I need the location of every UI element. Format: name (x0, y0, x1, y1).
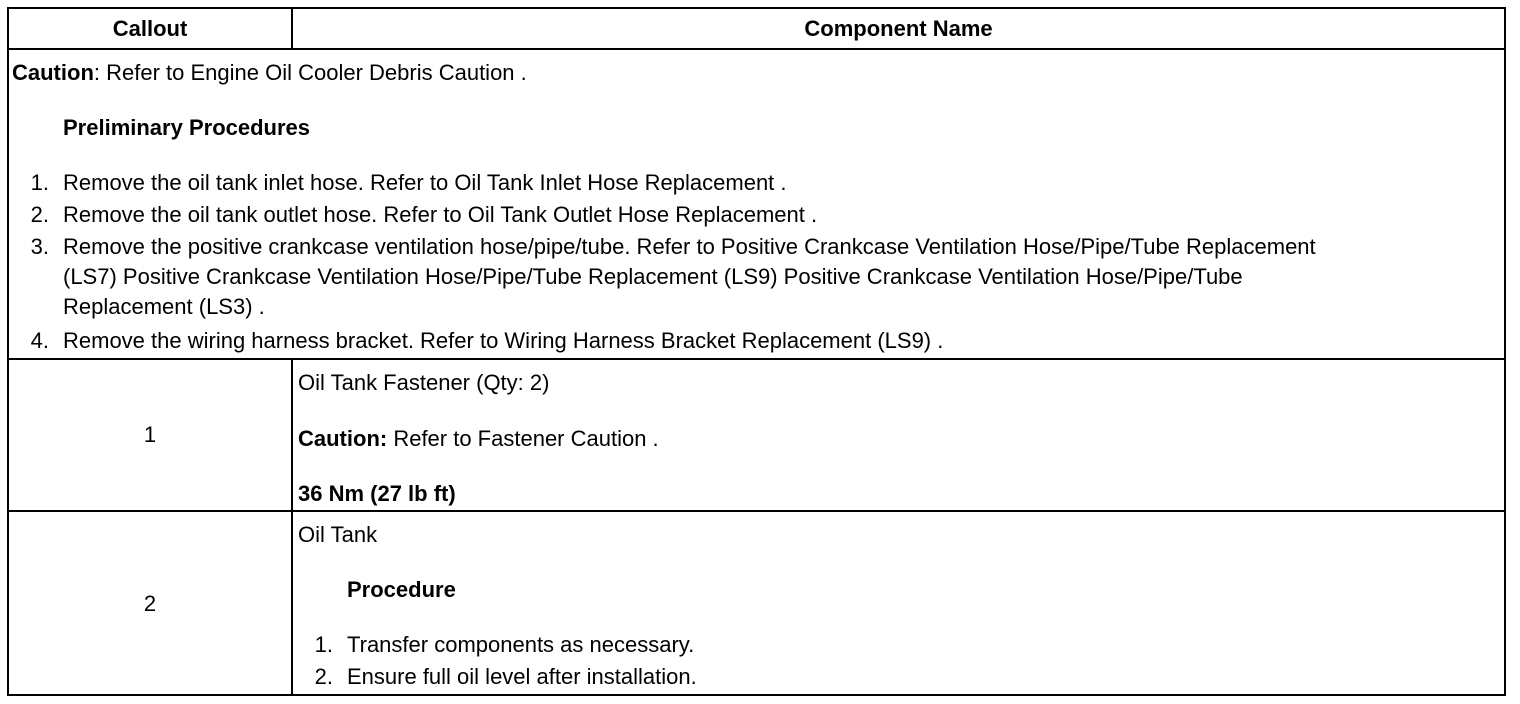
caution-label: Caution (12, 60, 94, 85)
step-number: 1. (314, 632, 333, 657)
fastener-caution (298, 426, 659, 452)
caution-text: : Refer to Engine Oil Cooler Debris Caution . (93, 60, 527, 85)
preliminary-row (9, 50, 1504, 360)
step-text: Ensure full oil level after installation. (347, 664, 697, 689)
step-text: Remove the oil tank outlet hose. Refer to Oil Tank Outlet Hose Replacement . (63, 202, 818, 227)
component-table (7, 7, 1506, 696)
step-text: Remove the positive crankcase ventilation hose/pipe/tube. Refer to Positive Crankcase Ventilation Hose/Pipe/Tube Replacement (63, 234, 1316, 259)
component-cell (293, 360, 1504, 510)
step-text: Replacement (LS3) . (63, 294, 265, 319)
component-name: Oil Tank Fastener (Qty: 2) (298, 370, 550, 395)
component-cell (293, 512, 1504, 696)
table-row (9, 360, 1504, 512)
callout-number: 1 (9, 360, 293, 510)
table-header-row (9, 9, 1504, 50)
step-text: Remove the wiring harness bracket. Refer to Wiring Harness Bracket Replacement (LS9) . (63, 328, 944, 353)
procedure-heading: Procedure (347, 577, 456, 602)
step-number: 3. (30, 234, 49, 259)
step-text: (LS7) Positive Crankcase Ventilation Hose/Pipe/Tube Replacement (LS9) Positive Crankcase Ventilation Hose/Pipe/Tube (63, 264, 1243, 289)
callout-number: 2 (9, 512, 293, 696)
torque-spec: 36 Nm (27 lb ft) (298, 481, 456, 506)
table-row (9, 512, 1504, 696)
caution-label: Caution: (298, 426, 388, 451)
header-callout: Callout (9, 9, 293, 48)
step-text: Remove the oil tank inlet hose. Refer to Oil Tank Inlet Hose Replacement . (63, 170, 787, 195)
component-name: Oil Tank (298, 522, 378, 547)
step-text: Transfer components as necessary. (347, 632, 695, 657)
step-number: 1. (30, 170, 49, 195)
step-number: 2. (314, 664, 333, 689)
step-number: 4. (30, 328, 49, 353)
caution-line (12, 60, 527, 86)
preliminary-heading: Preliminary Procedures (63, 115, 311, 140)
step-number: 2. (30, 202, 49, 227)
caution-text: Refer to Fastener Caution . (387, 426, 659, 451)
header-component-name: Component Name (804, 15, 993, 41)
